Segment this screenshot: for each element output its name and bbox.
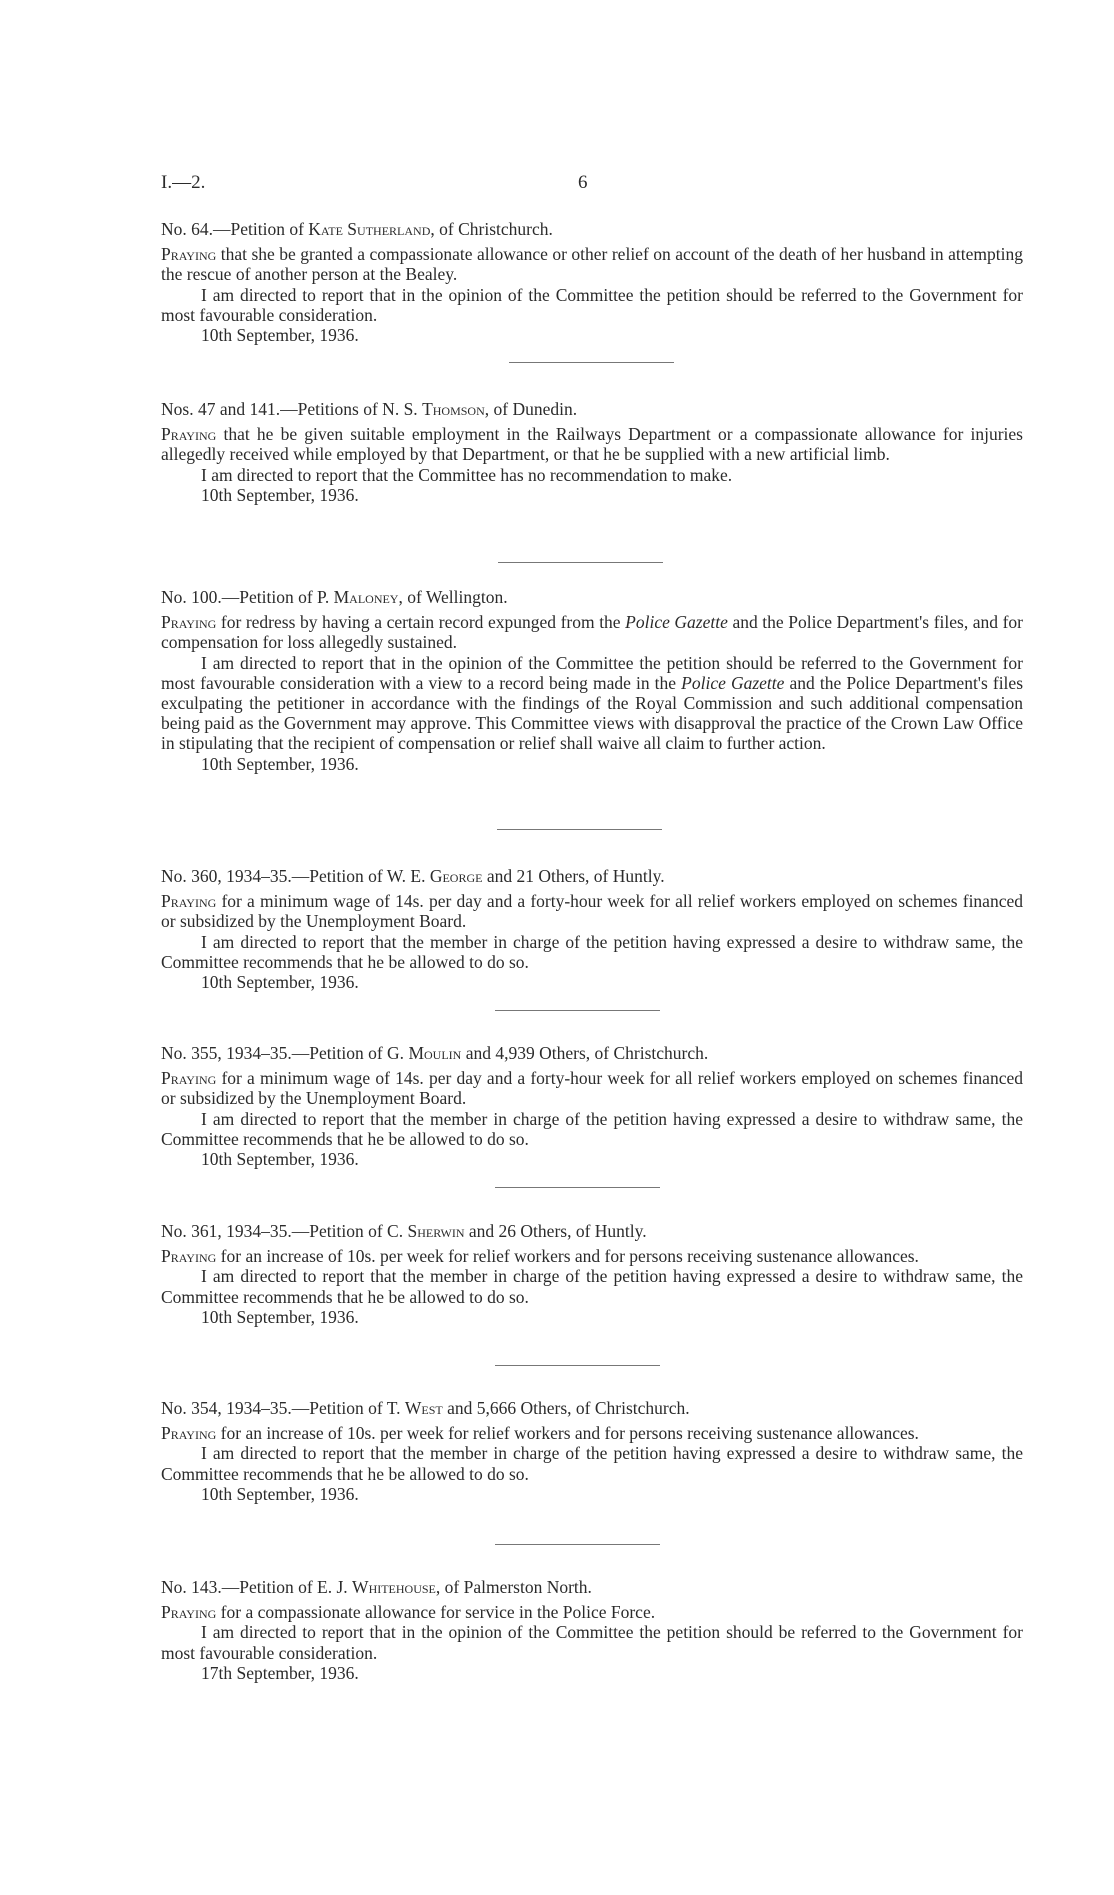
petitioner-name: Sherwin xyxy=(407,1221,465,1241)
petitioner-name: Maloney xyxy=(333,587,399,607)
report-date: 17th September, 1936. xyxy=(201,1662,359,1683)
report-date: 10th September, 1936. xyxy=(201,484,359,505)
petitioner-name: George xyxy=(429,866,483,886)
petition-praying: Praying that he be given suitable employment in the Railways Department or a compassionate allowance for injuries allegedly received while employed by that Department, or that he be supplied with a new artificial limb. xyxy=(161,424,1023,465)
report-date: 10th September, 1936. xyxy=(201,1306,359,1327)
petitioner-name: West xyxy=(404,1398,443,1418)
petition-block xyxy=(161,1577,1023,1683)
report-date: 10th September, 1936. xyxy=(201,325,359,346)
petition-title: No. 360, 1934–35.—Petition of W. E. George and 21 Others, of Huntly. xyxy=(161,866,665,886)
petition-praying: Praying for an increase of 10s. per week for relief workers and for persons receiving sustenance allowances. xyxy=(161,1246,919,1267)
committee-report: I am directed to report that in the opinion of the Committee the petition should be referred to the Government for most favourable consideration. xyxy=(161,284,1023,325)
petition-block xyxy=(161,399,1023,505)
section-divider xyxy=(495,1010,660,1011)
petition-praying: Praying for a compassionate allowance for service in the Police Force. xyxy=(161,1602,656,1623)
petition-block xyxy=(161,1221,1023,1327)
petition-title: No. 100.—Petition of P. Maloney, of Wellington. xyxy=(161,587,508,607)
page-header xyxy=(161,172,1026,196)
petitioner-name: Kate Sutherland xyxy=(308,219,431,239)
petition-block xyxy=(161,1398,1023,1504)
report-date: 10th September, 1936. xyxy=(201,972,359,993)
petitioner-name: Whitehouse xyxy=(352,1577,436,1597)
petitioner-name: Moulin xyxy=(408,1043,462,1063)
section-divider xyxy=(498,562,663,563)
section-divider xyxy=(509,362,674,363)
committee-report: I am directed to report that in the opinion of the Committee the petition should be referred to the Government for most favourable consideration with a view to a record being made in the Police Gazette and the Police Department's files exculpating the petitioner in accordance with the findings of the Royal Commission and such additional compensation being paid as the Government may approve. This Committee views with disapproval the practice of the Crown Law Office in stipulating that the recipient of compensation or relief shall waive all claim to further action. xyxy=(161,652,1024,754)
parliamentary-paper-reference: I.—2. xyxy=(161,172,206,193)
petition-block xyxy=(161,866,1023,992)
petition-title: No. 354, 1934–35.—Petition of T. West and 5,666 Others, of Christchurch. xyxy=(161,1398,690,1418)
section-divider xyxy=(495,1187,660,1188)
committee-report: I am directed to report that the member in charge of the petition having expressed a desire to withdraw same, the Committee recommends that he be allowed to do so. xyxy=(161,1443,1023,1484)
committee-report: I am directed to report that the member in charge of the petition having expressed a desire to withdraw same, the Committee recommends that he be allowed to do so. xyxy=(161,931,1023,972)
petition-praying: Praying for redress by having a certain record expunged from the Police Gazette and the Police Department's files, and for compensation for loss allegedly sustained. xyxy=(161,612,1024,653)
committee-report: I am directed to report that the member in charge of the petition having expressed a desire to withdraw same, the Committee recommends that he be allowed to do so. xyxy=(161,1108,1023,1149)
petition-title: No. 64.—Petition of Kate Sutherland, of Christchurch. xyxy=(161,219,553,239)
petition-title: No. 143.—Petition of E. J. Whitehouse, of Palmerston North. xyxy=(161,1577,592,1597)
section-divider xyxy=(495,1544,660,1545)
petitioner-name: Thomson xyxy=(422,399,485,419)
petition-block xyxy=(161,219,1023,345)
petition-praying: Praying for an increase of 10s. per week for relief workers and for persons receiving sustenance allowances. xyxy=(161,1423,919,1444)
committee-report: I am directed to report that the member in charge of the petition having expressed a desire to withdraw same, the Committee recommends that he be allowed to do so. xyxy=(161,1266,1023,1307)
petition-title: No. 361, 1934–35.—Petition of C. Sherwin and 26 Others, of Huntly. xyxy=(161,1221,647,1241)
petition-title: Nos. 47 and 141.—Petitions of N. S. Thomson, of Dunedin. xyxy=(161,399,578,419)
petition-praying: Praying that she be granted a compassionate allowance or other relief on account of the death of her husband in attempting the rescue of another person at the Bealey. xyxy=(161,244,1023,285)
petition-praying: Praying for a minimum wage of 14s. per day and a forty-hour week for all relief workers employed on schemes financed or subsidized by the Unemployment Board. xyxy=(161,1068,1023,1109)
committee-report: I am directed to report that in the opinion of the Committee the petition should be referred to the Government for most favourable consideration. xyxy=(161,1622,1023,1663)
section-divider xyxy=(497,829,662,830)
report-date: 10th September, 1936. xyxy=(201,1483,359,1504)
section-divider xyxy=(495,1365,660,1366)
report-date: 10th September, 1936. xyxy=(201,753,359,774)
petition-title: No. 355, 1934–35.—Petition of G. Moulin and 4,939 Others, of Christchurch. xyxy=(161,1043,709,1063)
committee-report: I am directed to report that the Committee has no recommendation to make. xyxy=(201,464,733,485)
petition-block xyxy=(161,587,1023,774)
report-date: 10th September, 1936. xyxy=(201,1149,359,1170)
petition-praying: Praying for a minimum wage of 14s. per day and a forty-hour week for all relief workers employed on schemes financed or subsidized by the Unemployment Board. xyxy=(161,891,1023,932)
petition-block xyxy=(161,1043,1023,1169)
page-number: 6 xyxy=(578,172,588,193)
